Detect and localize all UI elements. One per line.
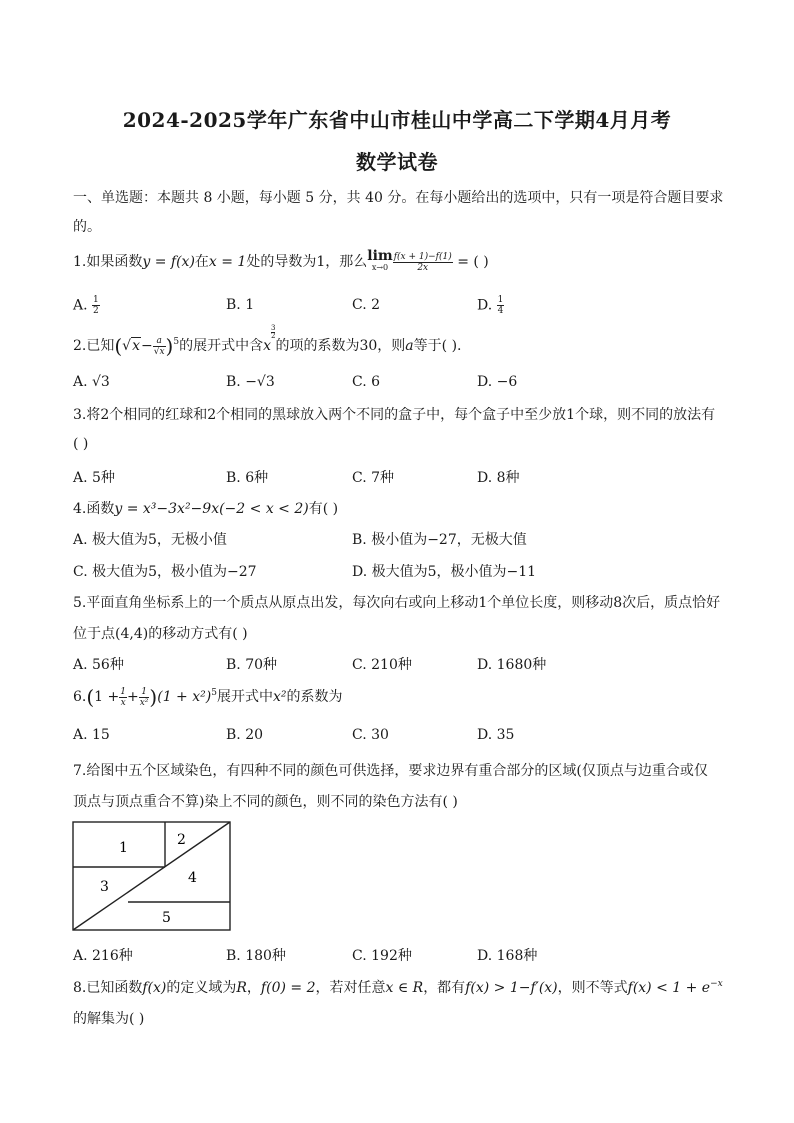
q5-option-d[interactable] (477, 654, 546, 674)
option-label: B. (226, 727, 241, 743)
option-text: 6 (371, 374, 381, 390)
q6-factor: (1 + x²) (157, 689, 212, 705)
frac-numerator: f(x + 1)−f(1) (393, 251, 452, 262)
q3-option-a[interactable] (73, 467, 115, 487)
q1-prefix: 1.如果函数 (73, 254, 143, 270)
option-text: 极大值为5，极小值为−11 (371, 564, 537, 580)
q4-option-b[interactable] (352, 529, 527, 549)
question-7: 7.给图中五个区域染色，有四种不同的颜色可供选择，要求边界有重合部分的区域(仅顶点与边重合或仅 (73, 763, 708, 779)
page-title: 2024-2025学年广东省中山市桂山中学高二下学期4月月考 (122, 108, 672, 132)
q1-option-b[interactable] (226, 297, 254, 313)
option-label: A. (73, 532, 88, 548)
option-label: A. (73, 470, 88, 486)
option-text: 168种 (496, 948, 538, 964)
option-text: 210种 (371, 657, 412, 673)
q2-x: x (263, 338, 271, 354)
section-header-cont: 的。 (73, 219, 101, 235)
q4-option-a[interactable] (73, 529, 227, 549)
q3-option-b[interactable] (226, 467, 268, 487)
question-5-cont: 位于点(4,4)的移动方式有( ) (73, 626, 248, 642)
sqrt-sign: √ (122, 338, 132, 354)
q5-option-c[interactable] (352, 654, 412, 674)
question-5: 5.平面直角坐标系上的一个质点从原点出发，每次向右或向上移动1个单位长度，则移动8次后，质点恰好 (73, 595, 721, 611)
question-6 (73, 685, 342, 709)
region-label-1: 1 (119, 840, 128, 856)
q8-text: 的定义域为 (166, 980, 237, 996)
q6-prefix: 6. (73, 689, 87, 705)
q5-option-b[interactable] (226, 654, 277, 674)
q2-radicand: x (132, 338, 140, 354)
q8-condition: f(x) > 1−f′(x) (465, 980, 558, 996)
q1-point: x = 1 (208, 254, 247, 270)
q2-fraction (153, 336, 166, 357)
q2-prefix: 2.已知 (73, 338, 115, 354)
q4-option-d[interactable] (352, 561, 536, 581)
option-label: D. (477, 374, 493, 390)
lim-subscript: x→0 (371, 263, 389, 272)
option-label: B. (226, 657, 241, 673)
option-text: −√3 (245, 374, 275, 390)
q7-option-b[interactable] (226, 945, 286, 965)
q2-minus: − (141, 338, 153, 354)
question-1 (73, 248, 489, 273)
q8-x-in-R: x ∈ R (385, 980, 424, 996)
q1-suffix: = ( ) (452, 254, 489, 270)
diagonal-line (73, 822, 230, 930)
option-text: 56种 (92, 657, 124, 673)
option-text: 15 (92, 727, 110, 743)
question-7-cont: 顶点与顶点重合不算)染上不同的颜色，则不同的染色方法有( ) (73, 794, 458, 810)
q8-f0: f(0) = 2 (260, 980, 316, 996)
question-3-cont: ( ) (73, 436, 89, 452)
q6-plus: + (127, 689, 139, 705)
option-label: C. (352, 297, 367, 313)
lim-label: lim (367, 248, 393, 264)
frac-denominator: x² (139, 697, 149, 708)
option-text: 70种 (245, 657, 278, 673)
q2-value: 30 (359, 338, 378, 354)
option-text: 极大值为5，极小值为−27 (92, 564, 257, 580)
q5-option-a[interactable] (73, 654, 124, 674)
q1-fraction (393, 252, 453, 273)
frac-numerator: 1 (93, 295, 99, 305)
q3-option-c[interactable] (352, 467, 394, 487)
option-label: D. (477, 948, 493, 964)
paren-open: ( (114, 334, 123, 358)
q1-text: ，那么 (325, 254, 368, 270)
frac-denominator: √x (153, 346, 165, 357)
option-text: 极小值为−27，无极大值 (371, 532, 527, 548)
frac-numerator: a (153, 336, 166, 347)
q1-text: 在 (194, 254, 209, 270)
option-fraction (497, 295, 505, 316)
q6-option-b[interactable] (226, 727, 263, 743)
q1-value: 1 (316, 254, 326, 270)
frac-numerator: 1 (139, 687, 150, 698)
exp-denominator: 2 (271, 332, 276, 340)
option-label: D. (352, 564, 368, 580)
option-text: 7种 (371, 470, 395, 486)
option-label: B. (226, 948, 241, 964)
q2-option-c[interactable] (352, 374, 380, 390)
q7-option-d[interactable] (477, 945, 537, 965)
frac-denominator: 2 (93, 306, 99, 316)
q2-text: ，则 (377, 338, 406, 354)
q6-one: 1 + (94, 689, 120, 705)
option-text: 192种 (371, 948, 412, 964)
question-8-cont: 的解集为( ) (73, 1011, 145, 1027)
option-label: C. (352, 948, 367, 964)
option-text: 180种 (245, 948, 286, 964)
option-text: 1 (245, 297, 255, 313)
option-text: 极大值为5，无极小值 (92, 532, 227, 548)
q6-suffix: 的系数为 (286, 689, 343, 705)
option-text: 30 (371, 727, 389, 743)
paren-open: ( (86, 685, 95, 709)
q2-exponent (271, 325, 275, 340)
option-text: 1680种 (496, 657, 547, 673)
region-label-4: 4 (188, 870, 197, 886)
q8-inequality: f(x) < 1 + e (627, 980, 711, 996)
option-label: B. (226, 374, 241, 390)
q8-exponent: −x (710, 979, 723, 989)
q8-fx: f(x) (142, 980, 167, 996)
question-3: 3.将2个相同的红球和2个相同的黑球放入两个不同的盒子中，每个盒子中至少放1个球，则不同的放法有 (73, 407, 716, 423)
section-header: 一、单选题：本题共 8 小题，每小题 5 分，共 40 分。在每小题给出的选项中，只有一项是符合题目要求 (73, 190, 724, 206)
option-label: C. (352, 657, 367, 673)
q2-option-d[interactable] (477, 374, 517, 390)
q4-option-c[interactable] (73, 561, 257, 581)
frac-denominator: 4 (497, 306, 504, 316)
option-label: B. (226, 470, 241, 486)
q8-R: R (236, 980, 247, 996)
option-text: 35 (496, 727, 515, 743)
option-text: 5种 (92, 470, 115, 486)
q4-expression: y = x³−3x²−9x(−2 < x < 2) (114, 501, 309, 517)
question-2 (73, 324, 462, 358)
q8-text: ，若对任意 (315, 980, 386, 996)
option-label: A. (73, 948, 88, 964)
q6-option-d[interactable] (477, 727, 514, 743)
q8-prefix: 8.已知函数 (73, 980, 143, 996)
q2-power: 5 (173, 337, 180, 347)
q6-fraction-1 (119, 687, 127, 708)
option-label: D. (477, 727, 493, 743)
q6-term: x² (272, 689, 287, 705)
frac-numerator: 1 (120, 686, 126, 697)
option-text: 20 (245, 727, 264, 743)
option-label: A. (73, 727, 88, 743)
q1-option-a[interactable] (73, 295, 100, 316)
option-text: √3 (92, 374, 110, 390)
option-text: 216种 (92, 948, 133, 964)
region-label-5: 5 (162, 910, 171, 926)
q6-fraction-2 (139, 687, 150, 708)
q1-func: y = f(x) (142, 254, 195, 270)
option-label: B. (352, 532, 367, 548)
option-fraction (92, 295, 100, 316)
option-label: C. (73, 564, 88, 580)
option-text: −6 (496, 374, 518, 390)
q2-suffix: 等于( ). (413, 338, 462, 354)
q6-option-c[interactable] (352, 727, 389, 743)
option-label: C. (352, 374, 367, 390)
option-text: 8种 (496, 470, 520, 486)
q8-text: ，则不等式 (557, 980, 628, 996)
q2-text: 的展开式中含 (179, 338, 264, 354)
option-label: A. (73, 297, 88, 314)
q1-limit (367, 248, 393, 273)
region-diagram (72, 821, 232, 932)
frac-denominator: 2x (417, 262, 429, 273)
question-4 (73, 498, 338, 518)
option-text: 2 (371, 297, 381, 313)
option-label: D. (477, 657, 493, 673)
q1-text: 处的导数为 (246, 254, 317, 270)
q6-option-a[interactable] (73, 727, 110, 743)
q7-option-a[interactable] (73, 945, 133, 965)
option-text: 6种 (245, 470, 269, 486)
q7-option-c[interactable] (352, 945, 412, 965)
option-label: B. (226, 297, 241, 313)
q8-text: ，都有 (423, 980, 466, 996)
q1-option-d[interactable] (477, 295, 504, 316)
paren-close: ) (149, 685, 158, 709)
q6-power: 5 (211, 688, 217, 698)
option-label: C. (352, 727, 367, 743)
option-label: A. (73, 657, 88, 673)
option-label: D. (477, 297, 493, 314)
frac-denominator: x (120, 697, 126, 708)
region-label-2: 2 (177, 832, 186, 848)
paren-close: ) (165, 334, 174, 358)
frac-numerator: 1 (497, 295, 504, 305)
question-8 (73, 977, 723, 997)
option-label: A. (73, 374, 88, 390)
q2-option-b[interactable] (226, 374, 275, 390)
q2-option-a[interactable] (73, 374, 110, 390)
q4-suffix: 有( ) (308, 501, 339, 517)
q4-prefix: 4.函数 (73, 501, 115, 517)
q1-option-c[interactable] (352, 297, 380, 313)
page-subtitle: 数学试卷 (356, 150, 438, 174)
option-label: C. (352, 470, 367, 486)
q2-text: 的项的系数为 (275, 338, 360, 354)
q8-text: ， (246, 980, 261, 996)
q6-text: 展开式中 (216, 689, 273, 705)
q3-option-d[interactable] (477, 467, 520, 487)
q2-a: a (405, 338, 414, 354)
exp-numerator: 3 (271, 324, 276, 332)
region-label-3: 3 (100, 879, 109, 895)
option-label: D. (477, 470, 493, 486)
